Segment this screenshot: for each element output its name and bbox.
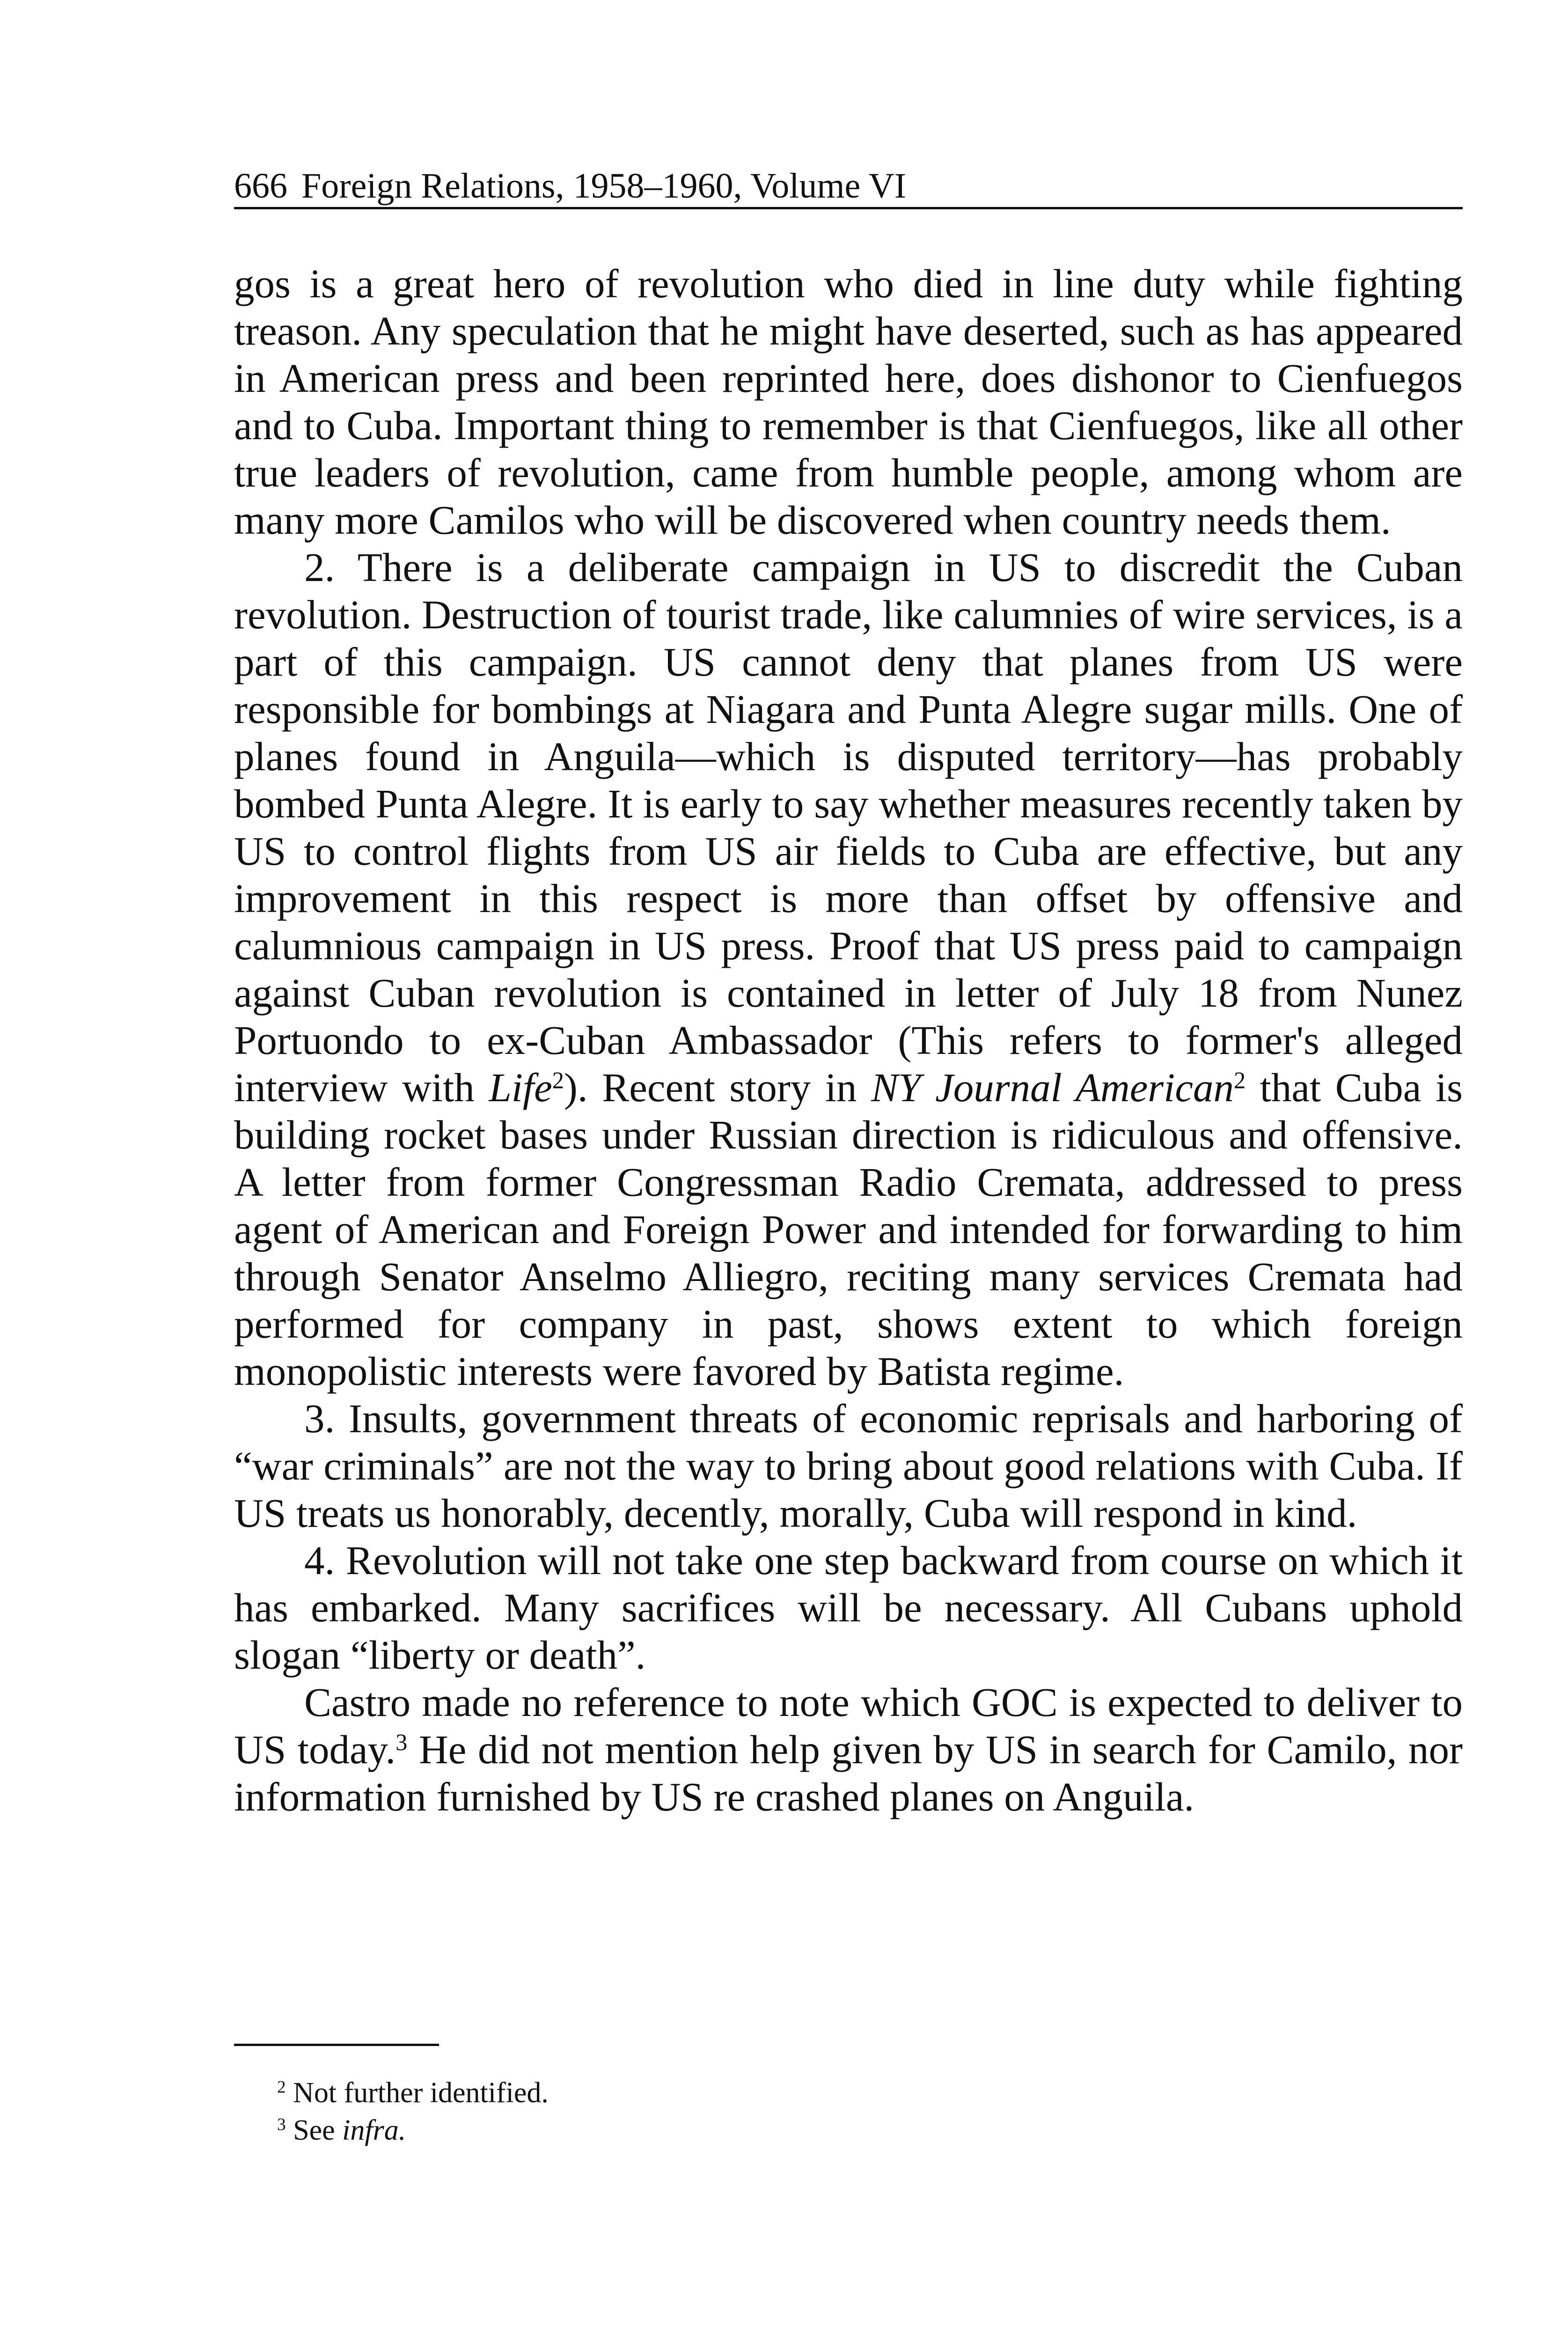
footnote-divider [234, 2044, 439, 2046]
paragraph-closing [234, 1678, 1463, 1820]
footnote-item [234, 2074, 1463, 2112]
footnote-text: See [293, 2114, 343, 2146]
publication-title: NY Journal American [871, 1065, 1234, 1110]
footnote-item [234, 2112, 1463, 2149]
page-number: 666 [234, 166, 287, 206]
footnote-reference: 3 [396, 1729, 408, 1756]
paragraph-point-2 [234, 544, 1463, 1395]
footnotes [234, 2074, 1463, 2149]
paragraph-text: He did not mention help given by US in search for Camilo, nor information furnished by US re crashed planes on Anguila. [234, 1727, 1463, 1819]
publication-title: Life [489, 1065, 552, 1110]
paragraph-continued: gos is a great hero of revolution who died in line duty while fighting treason. Any speculation that he might have deserted, such as has appeared in American press and been reprinted here, does dishonor to Cienfuegos and to Cuba. Important thing to remember is that Cienfuegos, like all other true leaders of revolution, came from humble people, among whom are many more Camilos who will be discovered when country needs them. [234, 261, 1463, 543]
paragraph-point-4: 4. Revolution will not take one step backward from course on which it has embarked. Many sacrifices will be necessary. All Cubans uphold slogan “liberty or death”. [234, 1538, 1463, 1678]
running-header [234, 165, 1463, 209]
paragraph-text: 2. There is a deliberate campaign in US to discredit the Cuban revolution. Destruction of tourist trade, like calumnies of wire services, is a part of this campaign. US cannot deny that planes from US were responsible for bombings at Niagara and Punta Alegre sugar mills. One of planes found in Anguila—which is disputed territory—has probably bombed Punta Alegre. It is early to say whether measures recently taken by US to control flights from US air fields to Cuba are effective, but any improvement in this respect is more than offset by offensive and calumnious campaign in US press. Proof that US press paid to campaign against Cuban revolution is contained in letter of July 18 from Nunez Portuondo to ex-Cuban Ambassador (This refers to former's alleged interview with [234, 545, 1463, 1110]
footnote-reference: 2 [552, 1067, 564, 1094]
running-title: Foreign Relations, 1958–1960, Volume VI [301, 166, 906, 206]
footnote-text: Not further identified. [293, 2077, 549, 2109]
paragraph-text: ). Recent story in [564, 1065, 872, 1110]
paragraph-text: that Cuba is building rocket bases under Russian direction is ridiculous and offensive. A letter from former Congressman Radio Cremata, addressed to press agent of American and Foreign Power and intended for forwarding to him through Senator Anselmo Alliegro, reciting many services Cremata had performed for company in past, shows extent to which foreign monopolistic interests were favored by Batista regime. [234, 1065, 1463, 1394]
paragraph-text: Castro made no reference to note which GOC is expected to deliver to US today. [234, 1679, 1463, 1772]
footnote-marker: 2 [277, 2077, 286, 2097]
footnote-reference: 2 [1233, 1067, 1246, 1094]
body-text [234, 260, 1463, 1820]
footnote-marker: 3 [277, 2115, 286, 2135]
paragraph-point-3: 3. Insults, government threats of economic reprisals and harboring of “war criminals” are not the way to bring about good relations with Cuba. If US treats us honorably, decently, morally, Cuba will respond in kind. [234, 1396, 1463, 1536]
footnote-text-italic: infra. [342, 2114, 406, 2146]
